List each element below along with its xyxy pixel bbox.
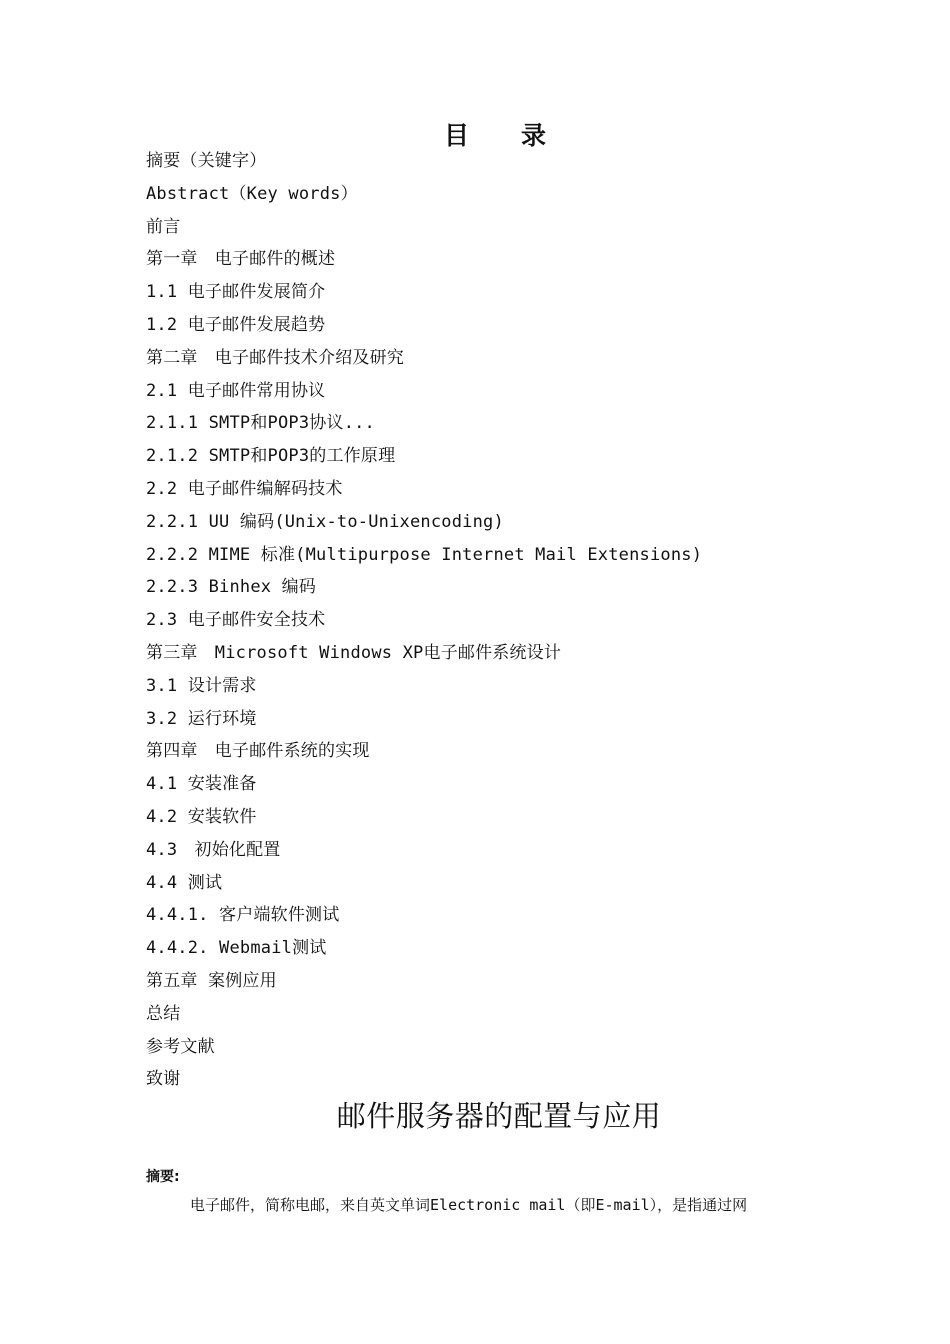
toc-heading-right: 录 xyxy=(521,121,547,150)
toc-item: 第二章 电子邮件技术介绍及研究 xyxy=(146,347,404,368)
toc-item: 4.1 安装准备 xyxy=(146,774,257,795)
toc-item: 4.4.1. 客户端软件测试 xyxy=(146,905,340,926)
toc-item: 总结 xyxy=(146,1003,181,1024)
toc-item: Abstract（Key words） xyxy=(146,183,358,204)
toc-item: 第五章 案例应用 xyxy=(146,970,277,991)
toc-item: 2.2.1 UU 编码(Unix-to-Unixencoding) xyxy=(146,511,504,532)
toc-item: 4.4.2. Webmail测试 xyxy=(146,938,327,959)
toc-item: 2.2.3 Binhex 编码 xyxy=(146,577,317,598)
toc-item: 2.1.2 SMTP和POP3的工作原理 xyxy=(146,446,396,467)
toc-item: 摘要（关键字） xyxy=(146,151,267,171)
toc-heading-left: 目 xyxy=(443,121,469,150)
toc-item: 第三章 Microsoft Windows XP电子邮件系统设计 xyxy=(146,642,562,663)
toc-item: 1.2 电子邮件发展趋势 xyxy=(146,314,326,335)
toc-item: 参考文献 xyxy=(146,1036,215,1057)
toc-list xyxy=(146,145,702,1096)
toc-item: 2.2.2 MIME 标准(Multipurpose Internet Mail Extensions) xyxy=(146,544,703,565)
toc-item: 4.2 安装软件 xyxy=(146,806,257,827)
toc-item: 3.1 设计需求 xyxy=(146,675,257,696)
toc-item: 第四章 电子邮件系统的实现 xyxy=(146,741,370,762)
toc-item: 2.3 电子邮件安全技术 xyxy=(146,610,326,631)
toc-item: 1.1 电子邮件发展简介 xyxy=(146,282,326,303)
abstract-paragraph: 电子邮件，简称电邮，来自英文单词Electronic mail（即E-mail），是指通过网 xyxy=(190,1196,748,1214)
toc-item: 3.2 运行环境 xyxy=(146,708,257,729)
toc-item: 第一章 电子邮件的概述 xyxy=(146,249,336,270)
toc-item: 4.4 测试 xyxy=(146,872,223,893)
toc-item: 致谢 xyxy=(146,1069,181,1090)
toc-item: 2.1.1 SMTP和POP3协议... xyxy=(146,413,375,434)
toc-item: 2.1 电子邮件常用协议 xyxy=(146,380,326,401)
toc-item: 前言 xyxy=(146,216,181,237)
toc-item: 2.2 电子邮件编解码技术 xyxy=(146,478,343,499)
paper-title: 邮件服务器的配置与应用 xyxy=(336,1099,662,1133)
toc-item: 4.3 初始化配置 xyxy=(146,839,281,860)
abstract-label: 摘要: xyxy=(146,1169,180,1185)
